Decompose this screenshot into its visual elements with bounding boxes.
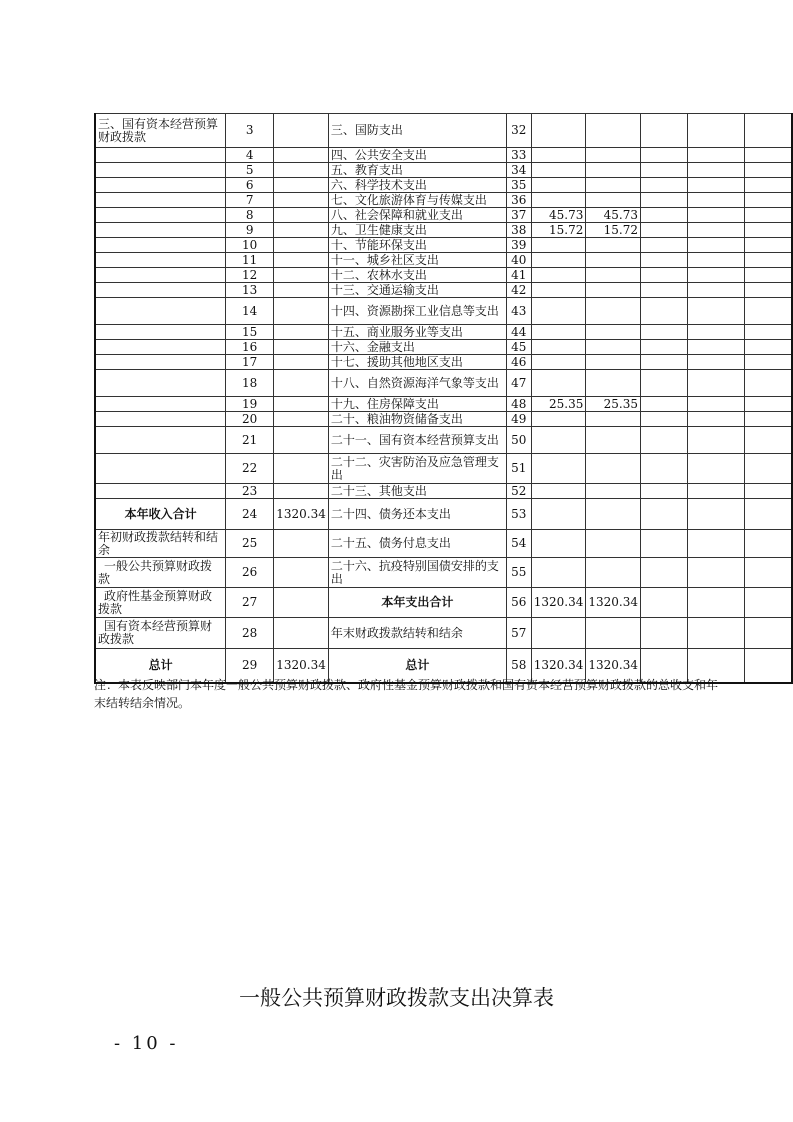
- table-row: [95, 558, 792, 588]
- table-row: [95, 484, 792, 499]
- left-amount-cell: [274, 178, 329, 193]
- basic-expense-cell: 15.72: [586, 223, 641, 238]
- left-label-cell: 年初财政拨款结转和结余: [95, 530, 226, 558]
- basic-expense-cell: [586, 325, 641, 340]
- total-amount-cell: [531, 148, 586, 163]
- total-amount-cell: [531, 340, 586, 355]
- left-row-number-cell: 3: [226, 114, 274, 148]
- basic-expense-cell: [586, 412, 641, 427]
- other-expense-cell-1: [687, 268, 744, 283]
- other-expense-cell-2: [744, 649, 792, 683]
- project-expense-cell: [640, 325, 687, 340]
- table-row: [95, 325, 792, 340]
- left-label-cell: [95, 208, 226, 223]
- project-expense-cell: [640, 397, 687, 412]
- other-expense-cell-1: [687, 370, 744, 397]
- other-expense-cell-1: [687, 298, 744, 325]
- left-label-cell: [95, 163, 226, 178]
- right-row-number-cell: 56: [506, 588, 531, 618]
- left-amount-cell: [274, 208, 329, 223]
- other-expense-cell-2: [744, 397, 792, 412]
- right-label-cell: 十五、商业服务业等支出: [328, 325, 506, 340]
- total-amount-cell: 45.73: [531, 208, 586, 223]
- right-label-cell: 十一、城乡社区支出: [328, 253, 506, 268]
- other-expense-cell-1: [687, 397, 744, 412]
- left-amount-cell: 1320.34: [274, 499, 329, 530]
- left-amount-cell: [274, 588, 329, 618]
- left-amount-cell: [274, 283, 329, 298]
- right-label-cell: 十九、住房保障支出: [328, 397, 506, 412]
- other-expense-cell-1: [687, 114, 744, 148]
- basic-expense-cell: [586, 298, 641, 325]
- table-row: [95, 454, 792, 484]
- other-expense-cell-2: [744, 427, 792, 454]
- other-expense-cell-2: [744, 484, 792, 499]
- project-expense-cell: [640, 618, 687, 649]
- table-row: [95, 163, 792, 178]
- total-amount-cell: [531, 238, 586, 253]
- project-expense-cell: [640, 530, 687, 558]
- table-row: [95, 223, 792, 238]
- right-row-number-cell: 43: [506, 298, 531, 325]
- page-number: - 10 -: [114, 1033, 179, 1054]
- left-amount-cell: [274, 253, 329, 268]
- other-expense-cell-1: [687, 499, 744, 530]
- left-label-cell: [95, 340, 226, 355]
- other-expense-cell-1: [687, 208, 744, 223]
- right-label-cell: 五、教育支出: [328, 163, 506, 178]
- right-label-cell: 二十二、灾害防治及应急管理支出: [328, 454, 506, 484]
- right-label-cell: 十三、交通运输支出: [328, 283, 506, 298]
- other-expense-cell-2: [744, 588, 792, 618]
- basic-expense-cell: 1320.34: [586, 588, 641, 618]
- total-amount-cell: [531, 530, 586, 558]
- left-amount-cell: [274, 148, 329, 163]
- other-expense-cell-1: [687, 163, 744, 178]
- other-expense-cell-1: [687, 454, 744, 484]
- project-expense-cell: [640, 193, 687, 208]
- left-label-cell: [95, 412, 226, 427]
- basic-expense-cell: [586, 530, 641, 558]
- other-expense-cell-2: [744, 454, 792, 484]
- table-row: [95, 340, 792, 355]
- right-row-number-cell: 50: [506, 427, 531, 454]
- right-row-number-cell: 58: [506, 649, 531, 683]
- left-label-cell: 国有资本经营预算财政拨款: [95, 618, 226, 649]
- right-label-cell: 十六、金融支出: [328, 340, 506, 355]
- total-amount-cell: [531, 412, 586, 427]
- left-label-cell: [95, 193, 226, 208]
- project-expense-cell: [640, 484, 687, 499]
- left-amount-cell: [274, 268, 329, 283]
- right-row-number-cell: 52: [506, 484, 531, 499]
- left-row-number-cell: 19: [226, 397, 274, 412]
- left-label-cell: 政府性基金预算财政拨款: [95, 588, 226, 618]
- table-row: [95, 499, 792, 530]
- right-row-number-cell: 32: [506, 114, 531, 148]
- right-label-cell: 二十一、国有资本经营预算支出: [328, 427, 506, 454]
- left-row-number-cell: 25: [226, 530, 274, 558]
- project-expense-cell: [640, 148, 687, 163]
- other-expense-cell-2: [744, 283, 792, 298]
- right-row-number-cell: 34: [506, 163, 531, 178]
- other-expense-cell-2: [744, 412, 792, 427]
- right-row-number-cell: 49: [506, 412, 531, 427]
- total-amount-cell: 15.72: [531, 223, 586, 238]
- table-row: [95, 412, 792, 427]
- project-expense-cell: [640, 340, 687, 355]
- right-label-cell: 年末财政拨款结转和结余: [328, 618, 506, 649]
- project-expense-cell: [640, 253, 687, 268]
- project-expense-cell: [640, 412, 687, 427]
- left-label-cell: [95, 397, 226, 412]
- left-label-cell: [95, 484, 226, 499]
- left-label-cell: [95, 283, 226, 298]
- basic-expense-cell: [586, 618, 641, 649]
- total-amount-cell: 1320.34: [531, 588, 586, 618]
- table-row: [95, 298, 792, 325]
- project-expense-cell: [640, 558, 687, 588]
- basic-expense-cell: [586, 148, 641, 163]
- other-expense-cell-2: [744, 163, 792, 178]
- right-row-number-cell: 42: [506, 283, 531, 298]
- left-row-number-cell: 9: [226, 223, 274, 238]
- other-expense-cell-2: [744, 223, 792, 238]
- left-row-number-cell: 5: [226, 163, 274, 178]
- next-table-title: 一般公共预算财政拨款支出决算表: [239, 986, 554, 1010]
- left-row-number-cell: 24: [226, 499, 274, 530]
- project-expense-cell: [640, 588, 687, 618]
- other-expense-cell-1: [687, 355, 744, 370]
- project-expense-cell: [640, 370, 687, 397]
- total-amount-cell: [531, 253, 586, 268]
- total-amount-cell: 25.35: [531, 397, 586, 412]
- left-row-number-cell: 12: [226, 268, 274, 283]
- left-label-cell: 本年收入合计: [95, 499, 226, 530]
- right-row-number-cell: 38: [506, 223, 531, 238]
- other-expense-cell-1: [687, 178, 744, 193]
- right-label-cell: 二十六、抗疫特别国债安排的支出: [328, 558, 506, 588]
- table-row: [95, 530, 792, 558]
- project-expense-cell: [640, 499, 687, 530]
- other-expense-cell-2: [744, 618, 792, 649]
- project-expense-cell: [640, 298, 687, 325]
- basic-expense-cell: [586, 499, 641, 530]
- right-label-cell: 二十、粮油物资储备支出: [328, 412, 506, 427]
- left-label-cell: [95, 148, 226, 163]
- table-row: [95, 208, 792, 223]
- left-row-number-cell: 8: [226, 208, 274, 223]
- right-row-number-cell: 47: [506, 370, 531, 397]
- left-row-number-cell: 4: [226, 148, 274, 163]
- left-amount-cell: [274, 412, 329, 427]
- other-expense-cell-2: [744, 558, 792, 588]
- right-row-number-cell: 46: [506, 355, 531, 370]
- total-amount-cell: [531, 427, 586, 454]
- total-amount-cell: [531, 298, 586, 325]
- table-row: [95, 193, 792, 208]
- left-row-number-cell: 21: [226, 427, 274, 454]
- project-expense-cell: [640, 238, 687, 253]
- table-row: [95, 268, 792, 283]
- other-expense-cell-1: [687, 283, 744, 298]
- other-expense-cell-2: [744, 193, 792, 208]
- right-label-cell: 七、文化旅游体育与传媒支出: [328, 193, 506, 208]
- other-expense-cell-2: [744, 370, 792, 397]
- basic-expense-cell: [586, 370, 641, 397]
- other-expense-cell-1: [687, 558, 744, 588]
- basic-expense-cell: [586, 163, 641, 178]
- basic-expense-cell: [586, 484, 641, 499]
- other-expense-cell-2: [744, 530, 792, 558]
- left-label-cell: 总计: [95, 649, 226, 683]
- project-expense-cell: [640, 114, 687, 148]
- total-amount-cell: 1320.34: [531, 649, 586, 683]
- other-expense-cell-1: [687, 588, 744, 618]
- left-amount-cell: [274, 370, 329, 397]
- right-row-number-cell: 37: [506, 208, 531, 223]
- left-row-number-cell: 13: [226, 283, 274, 298]
- other-expense-cell-1: [687, 223, 744, 238]
- total-amount-cell: [531, 558, 586, 588]
- other-expense-cell-1: [687, 618, 744, 649]
- left-label-cell: [95, 178, 226, 193]
- other-expense-cell-1: [687, 148, 744, 163]
- right-label-cell: 八、社会保障和就业支出: [328, 208, 506, 223]
- other-expense-cell-2: [744, 178, 792, 193]
- left-label-cell: 一般公共预算财政拨款: [95, 558, 226, 588]
- left-label-cell: [95, 238, 226, 253]
- total-amount-cell: [531, 618, 586, 649]
- other-expense-cell-1: [687, 238, 744, 253]
- left-row-number-cell: 26: [226, 558, 274, 588]
- left-amount-cell: [274, 238, 329, 253]
- left-amount-cell: [274, 558, 329, 588]
- right-row-number-cell: 36: [506, 193, 531, 208]
- right-label-cell: 十七、援助其他地区支出: [328, 355, 506, 370]
- other-expense-cell-1: [687, 340, 744, 355]
- right-label-cell: 本年支出合计: [328, 588, 506, 618]
- left-label-cell: [95, 370, 226, 397]
- project-expense-cell: [640, 208, 687, 223]
- total-amount-cell: [531, 178, 586, 193]
- other-expense-cell-2: [744, 238, 792, 253]
- basic-expense-cell: [586, 454, 641, 484]
- left-label-cell: [95, 223, 226, 238]
- left-row-number-cell: 23: [226, 484, 274, 499]
- table-row: [95, 588, 792, 618]
- right-label-cell: 九、卫生健康支出: [328, 223, 506, 238]
- table-row: [95, 370, 792, 397]
- left-amount-cell: [274, 340, 329, 355]
- basic-expense-cell: [586, 427, 641, 454]
- other-expense-cell-2: [744, 208, 792, 223]
- right-row-number-cell: 41: [506, 268, 531, 283]
- table-note: 注：本表反映部门本年度一般公共预算财政拨款、政府性基金预算财政拨款和国有资本经营预算财政拨款的总收支和年末结转结余情况。: [94, 678, 719, 710]
- right-row-number-cell: 51: [506, 454, 531, 484]
- left-amount-cell: 1320.34: [274, 649, 329, 683]
- left-amount-cell: [274, 114, 329, 148]
- table-row: [95, 618, 792, 649]
- other-expense-cell-1: [687, 427, 744, 454]
- project-expense-cell: [640, 223, 687, 238]
- project-expense-cell: [640, 163, 687, 178]
- basic-expense-cell: [586, 193, 641, 208]
- basic-expense-cell: [586, 340, 641, 355]
- table-row: [95, 178, 792, 193]
- table-body: [95, 114, 792, 683]
- total-amount-cell: [531, 454, 586, 484]
- right-label-cell: 总计: [328, 649, 506, 683]
- total-amount-cell: [531, 325, 586, 340]
- left-amount-cell: [274, 397, 329, 412]
- other-expense-cell-2: [744, 499, 792, 530]
- left-row-number-cell: 27: [226, 588, 274, 618]
- project-expense-cell: [640, 355, 687, 370]
- basic-expense-cell: [586, 558, 641, 588]
- table-row: [95, 397, 792, 412]
- left-amount-cell: [274, 193, 329, 208]
- other-expense-cell-2: [744, 298, 792, 325]
- right-row-number-cell: 40: [506, 253, 531, 268]
- right-label-cell: 二十五、债务付息支出: [328, 530, 506, 558]
- other-expense-cell-2: [744, 340, 792, 355]
- right-row-number-cell: 44: [506, 325, 531, 340]
- left-label-cell: [95, 454, 226, 484]
- left-row-number-cell: 22: [226, 454, 274, 484]
- table-row: [95, 253, 792, 268]
- left-row-number-cell: 14: [226, 298, 274, 325]
- left-row-number-cell: 17: [226, 355, 274, 370]
- table-row: [95, 238, 792, 253]
- table-row: [95, 114, 792, 148]
- other-expense-cell-1: [687, 193, 744, 208]
- basic-expense-cell: [586, 253, 641, 268]
- basic-expense-cell: [586, 178, 641, 193]
- other-expense-cell-1: [687, 325, 744, 340]
- right-row-number-cell: 48: [506, 397, 531, 412]
- total-amount-cell: [531, 370, 586, 397]
- total-amount-cell: [531, 163, 586, 178]
- right-row-number-cell: 55: [506, 558, 531, 588]
- left-label-cell: 三、国有资本经营预算财政拨款: [95, 114, 226, 148]
- total-amount-cell: [531, 268, 586, 283]
- left-row-number-cell: 6: [226, 178, 274, 193]
- other-expense-cell-2: [744, 355, 792, 370]
- right-label-cell: 四、公共安全支出: [328, 148, 506, 163]
- total-amount-cell: [531, 484, 586, 499]
- left-row-number-cell: 20: [226, 412, 274, 427]
- other-expense-cell-1: [687, 412, 744, 427]
- other-expense-cell-2: [744, 325, 792, 340]
- right-row-number-cell: 53: [506, 499, 531, 530]
- table-row: [95, 283, 792, 298]
- total-amount-cell: [531, 283, 586, 298]
- project-expense-cell: [640, 454, 687, 484]
- left-label-cell: [95, 253, 226, 268]
- total-amount-cell: [531, 114, 586, 148]
- other-expense-cell-2: [744, 148, 792, 163]
- right-label-cell: 三、国防支出: [328, 114, 506, 148]
- basic-expense-cell: [586, 114, 641, 148]
- left-amount-cell: [274, 484, 329, 499]
- left-row-number-cell: 29: [226, 649, 274, 683]
- left-amount-cell: [274, 454, 329, 484]
- right-label-cell: 十四、资源勘探工业信息等支出: [328, 298, 506, 325]
- right-row-number-cell: 57: [506, 618, 531, 649]
- right-label-cell: 十、节能环保支出: [328, 238, 506, 253]
- right-label-cell: 二十四、债务还本支出: [328, 499, 506, 530]
- left-row-number-cell: 15: [226, 325, 274, 340]
- other-expense-cell-2: [744, 253, 792, 268]
- basic-expense-cell: [586, 283, 641, 298]
- right-row-number-cell: 35: [506, 178, 531, 193]
- appropriation-income-expense-table: [94, 113, 793, 684]
- left-amount-cell: [274, 355, 329, 370]
- other-expense-cell-1: [687, 484, 744, 499]
- other-expense-cell-2: [744, 268, 792, 283]
- project-expense-cell: [640, 268, 687, 283]
- left-label-cell: [95, 355, 226, 370]
- left-row-number-cell: 16: [226, 340, 274, 355]
- left-amount-cell: [274, 427, 329, 454]
- right-row-number-cell: 45: [506, 340, 531, 355]
- other-expense-cell-2: [744, 114, 792, 148]
- other-expense-cell-1: [687, 530, 744, 558]
- basic-expense-cell: [586, 355, 641, 370]
- left-row-number-cell: 28: [226, 618, 274, 649]
- total-amount-cell: [531, 499, 586, 530]
- left-row-number-cell: 18: [226, 370, 274, 397]
- left-amount-cell: [274, 618, 329, 649]
- total-amount-cell: [531, 355, 586, 370]
- basic-expense-cell: [586, 238, 641, 253]
- right-row-number-cell: 33: [506, 148, 531, 163]
- left-row-number-cell: 10: [226, 238, 274, 253]
- right-label-cell: 六、科学技术支出: [328, 178, 506, 193]
- left-label-cell: [95, 427, 226, 454]
- left-row-number-cell: 7: [226, 193, 274, 208]
- basic-expense-cell: 45.73: [586, 208, 641, 223]
- total-amount-cell: [531, 193, 586, 208]
- left-amount-cell: [274, 325, 329, 340]
- basic-expense-cell: [586, 268, 641, 283]
- basic-expense-cell: 1320.34: [586, 649, 641, 683]
- left-label-cell: [95, 268, 226, 283]
- left-row-number-cell: 11: [226, 253, 274, 268]
- right-label-cell: 十二、农林水支出: [328, 268, 506, 283]
- right-row-number-cell: 39: [506, 238, 531, 253]
- basic-expense-cell: 25.35: [586, 397, 641, 412]
- left-label-cell: [95, 298, 226, 325]
- other-expense-cell-1: [687, 253, 744, 268]
- table-row: [95, 355, 792, 370]
- left-amount-cell: [274, 163, 329, 178]
- project-expense-cell: [640, 283, 687, 298]
- left-amount-cell: [274, 298, 329, 325]
- left-amount-cell: [274, 223, 329, 238]
- project-expense-cell: [640, 178, 687, 193]
- table-row: [95, 148, 792, 163]
- right-row-number-cell: 54: [506, 530, 531, 558]
- left-label-cell: [95, 325, 226, 340]
- project-expense-cell: [640, 427, 687, 454]
- left-amount-cell: [274, 530, 329, 558]
- right-label-cell: 十八、自然资源海洋气象等支出: [328, 370, 506, 397]
- table-row: [95, 427, 792, 454]
- right-label-cell: 二十三、其他支出: [328, 484, 506, 499]
